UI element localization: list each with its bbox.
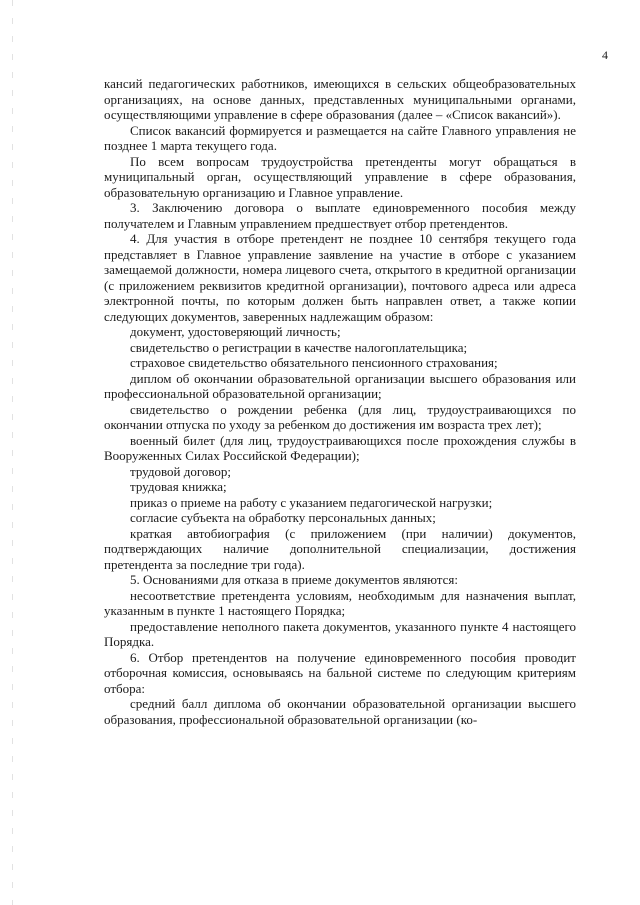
paragraph: кансий педагогических работников, имеющихся в сельских общеобразовательных организациях, на основе данных, представленных муниципальными органами, осуществляющими управление в сфере образования (далее – «Список вакансий»). xyxy=(104,76,576,122)
page-number: 4 xyxy=(602,48,608,62)
paragraph: 6. Отбор претендентов на получение единовременного пособия проводит отборочная комиссия, основываясь на бальной системе по следующим критериям отбора: xyxy=(104,649,576,696)
document-body xyxy=(104,76,576,727)
paragraph: трудовая книжка; xyxy=(130,479,227,494)
paragraph: свидетельство о рождении ребенка (для лиц, трудоустраивающихся по окончании отпуска по уходу за ребенком до достижения им возраста трех лет); xyxy=(104,401,576,432)
paragraph: трудовой договор; xyxy=(130,463,232,479)
paragraph: средний балл диплома об окончании образовательной организации высшего образования, профессиональной образовательной организации (ко- xyxy=(104,696,576,727)
paragraph: диплом об окончании образовательной организации высшего образования или профессиональной образовательной организации; xyxy=(104,370,576,401)
paragraph: предоставление неполного пакета документов, указанного пункте 4 настоящего Порядка. xyxy=(104,618,576,649)
paragraph: 5. Основаниями для отказа в приеме документов являются: xyxy=(130,572,458,587)
paragraph: свидетельство о регистрации в качестве налогоплательщика; xyxy=(130,339,468,355)
paragraph: несоответствие претендента условиям, необходимым для назначения выплат, указанным в пункте 1 настоящего Порядка; xyxy=(104,587,576,618)
paragraph: документ, удостоверяющий личность; xyxy=(130,324,341,339)
paragraph: приказ о приеме на работу с указанием педагогической нагрузки; xyxy=(130,494,493,510)
paragraph: 3. Заключению договора о выплате единовременного пособия между получателем и Главным управлением предшествует отбор претендентов. xyxy=(104,200,576,231)
paragraph: страховое свидетельство обязательного пенсионного страхования; xyxy=(130,355,498,370)
paragraph: военный билет (для лиц, трудоустраивающихся после прохождения службы в Вооруженных Силах Российской Федерации); xyxy=(104,432,576,463)
paragraph: согласие субъекта на обработку персональных данных; xyxy=(130,510,436,525)
paragraph: 4. Для участия в отборе претендент не позднее 10 сентября текущего года представляет в Главное управление заявление на участие в отборе с указанием замещаемой должности, номера лицевого счета, открытого в кредитной организации (с приложением реквизитов кредитной организации), почтового адреса или адреса электронной почты, по которым должен быть направлен ответ, а также копии следующих документов, заверенных надлежащим образом: xyxy=(104,231,576,324)
paragraph: Список вакансий формируется и размещается на сайте Главного управления не позднее 1 марта текущего года. xyxy=(104,122,576,153)
paragraph: По всем вопросам трудоустройства претенденты могут обращаться в муниципальный орган, осуществляющий управление в сфере образования, образовательную организацию и Главное управление. xyxy=(104,153,576,200)
scan-edge-artifact xyxy=(12,0,13,905)
paragraph: краткая автобиография (с приложением (при наличии) документов, подтверждающих наличие дополнительной специализации, достижения претендента за последние три года). xyxy=(104,525,576,572)
